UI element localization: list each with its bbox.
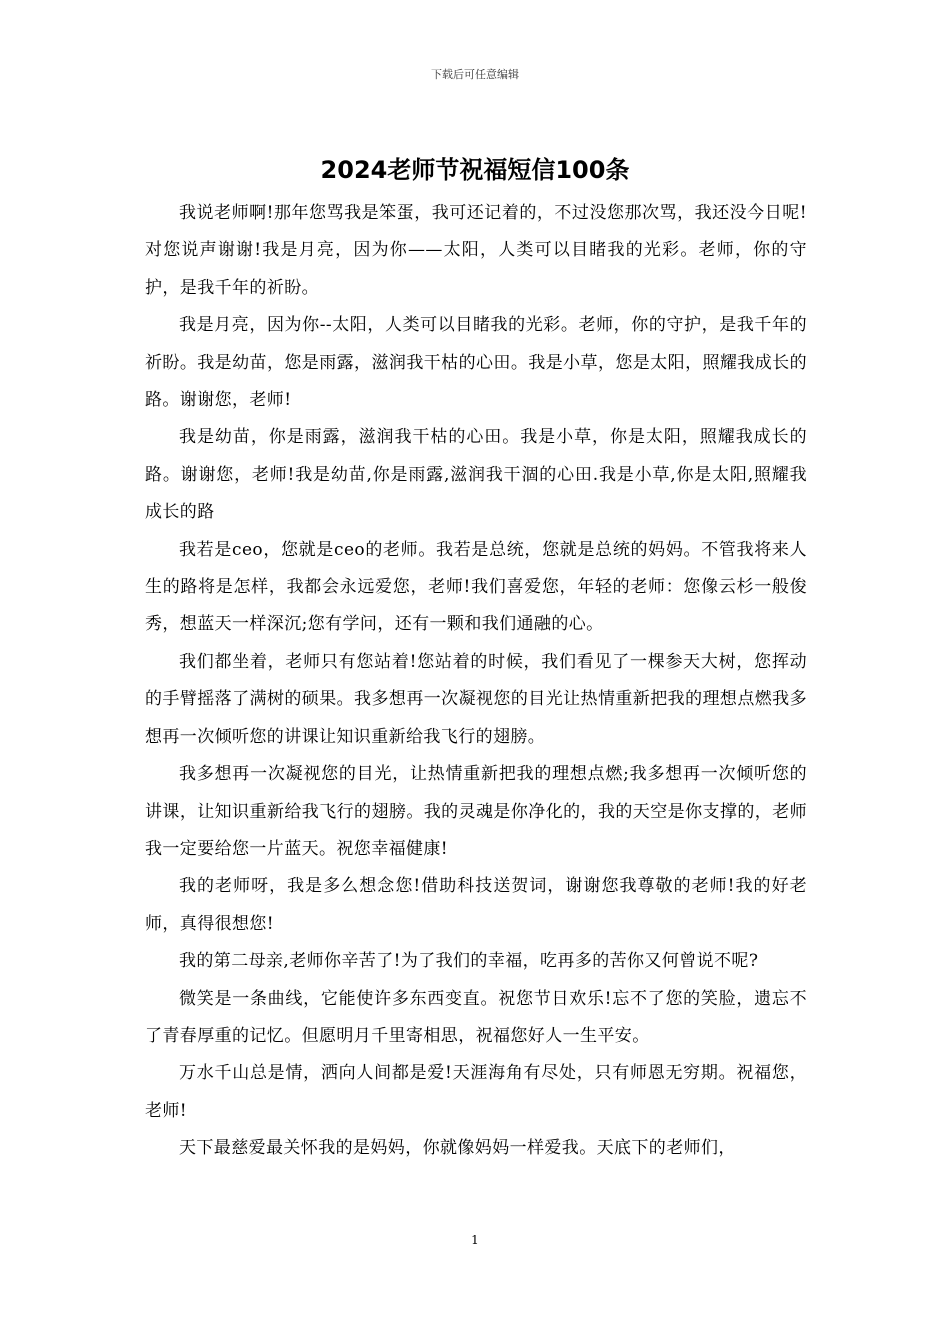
paragraph-9: 微笑是一条曲线，它能使许多东西变直。祝您节日欢乐!忘不了您的笑脸，遗忘不了青春厚重的记忆。但愿明月千里寄相思，祝福您好人一生平安。	[145, 988, 807, 1046]
paragraph-11: 天下最慈爱最关怀我的是妈妈，你就像妈妈一样爱我。天底下的老师们，	[179, 1138, 736, 1159]
paragraph-2: 我是月亮，因为你--太阳，人类可以目睹我的光彩。老师，你的守护，是我千年的祈盼。我是幼苗，您是雨露，滋润我干枯的心田。我是小草，您是太阳，照耀我成长的路。谢谢您，老师!	[145, 315, 807, 411]
page-number: 1	[471, 1233, 479, 1247]
paragraph-6: 我多想再一次凝视您的目光，让热情重新把我的理想点燃;我多想再一次倾听您的讲课，让知识重新给我飞行的翅膀。我的灵魂是你净化的，我的天空是你支撑的，老师我一定要给您一片蓝天。祝您幸福健康!	[145, 764, 807, 859]
paragraph-7: 我的老师呀，我是多么想念您!借助科技送贺词，谢谢您我尊敬的老师!我的好老师，真得很想您!	[145, 876, 807, 934]
paragraph-4: 我若是ceo，您就是ceo的老师。我若是总统，您就是总统的妈妈。不管我将来人生的路将是怎样，我都会永远爱您，老师!我们喜爱您，年轻的老师：您像云杉一般俊秀，想蓝天一样深沉;您有学问，还有一颗和我们通融的心。	[145, 539, 807, 635]
document-title: 2024老师节祝福短信100条	[320, 156, 630, 184]
paragraph-8: 我的第二母亲,老师你辛苦了!为了我们的幸福，吃再多的苦你又何曾说不呢?	[179, 951, 759, 972]
paragraph-1: 我说老师啊!那年您骂我是笨蛋，我可还记着的，不过没您那次骂，我还没今日呢!对您说声谢谢!我是月亮，因为你——太阳，人类可以目睹我的光彩。老师，你的守护，是我千年的祈盼。	[145, 203, 807, 298]
header-note: 下载后可任意编辑	[431, 68, 519, 81]
paragraph-5: 我们都坐着，老师只有您站着!您站着的时候，我们看见了一棵参天大树，您挥动的手臂摇落了满树的硕果。我多想再一次凝视您的目光让热情重新把我的理想点燃我多想再一次倾听您的讲课让知识重新给我飞行的翅膀。	[145, 651, 807, 747]
paragraph-3: 我是幼苗，你是雨露，滋润我干枯的心田。我是小草，你是太阳，照耀我成长的路。谢谢您，老师!我是幼苗,你是雨露,滋润我干涸的心田.我是小草,你是太阳,照耀我成长的路	[145, 427, 807, 523]
paragraph-10: 万水千山总是情，洒向人间都是爱!天涯海角有尽处，只有师恩无穷期。祝福您，老师!	[145, 1063, 807, 1121]
document-body	[145, 195, 807, 1168]
